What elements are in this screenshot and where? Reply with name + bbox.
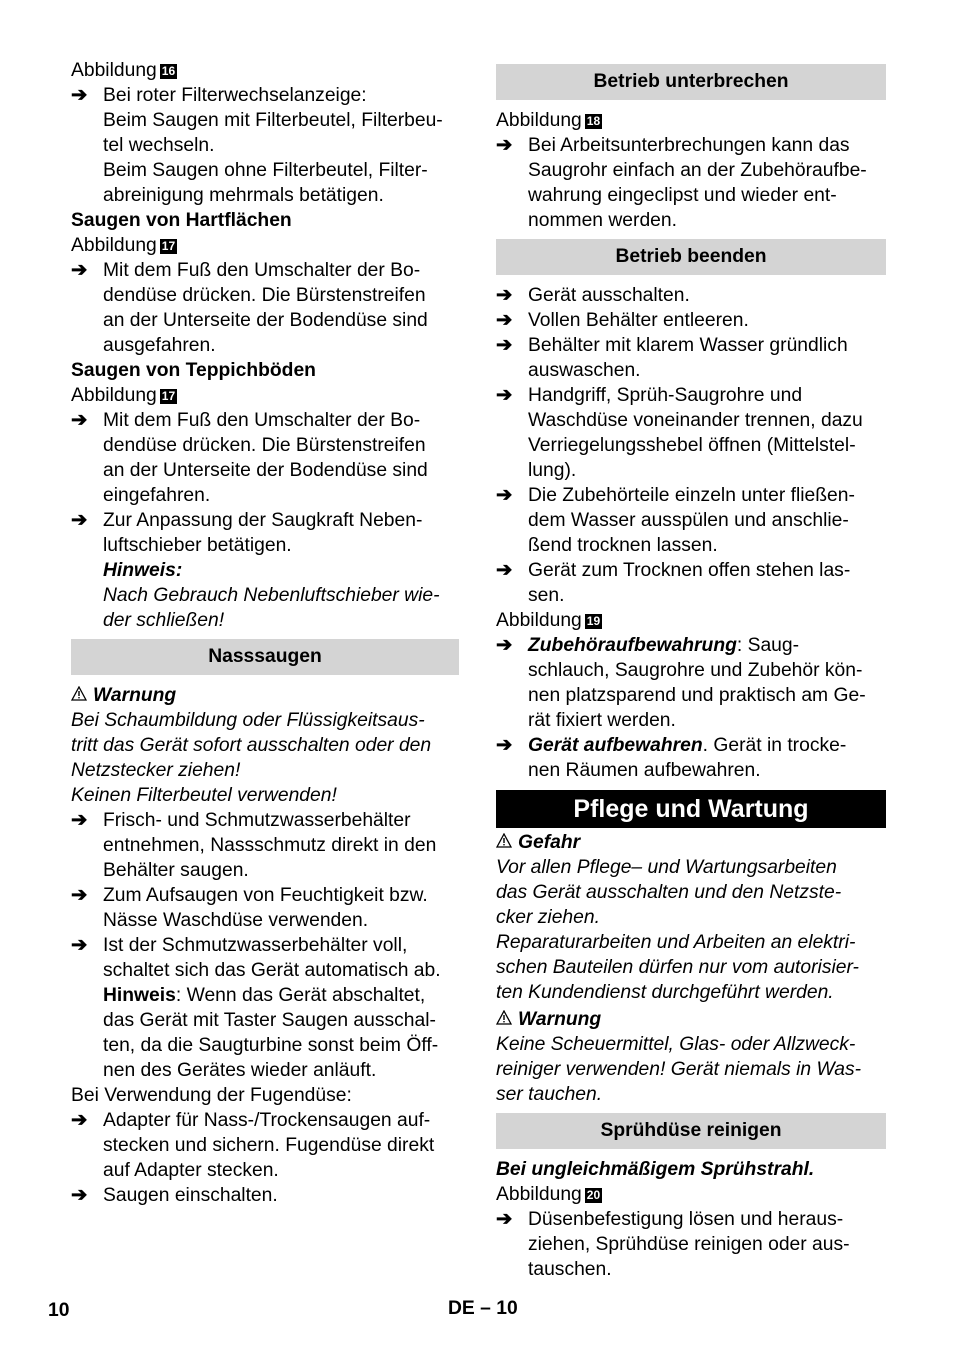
list-item (71, 933, 459, 1083)
arrow-right-icon: ➔ (496, 310, 513, 331)
list-item-text: auf Adapter stecken. (103, 1160, 279, 1181)
list-item-text: Frisch- und Schmutzwasserbehälter (103, 810, 411, 831)
figure-ref (496, 608, 886, 633)
list-item-text: nen des Gerätes wieder anläuft. (103, 1060, 377, 1081)
arrow-right-icon: ➔ (496, 560, 513, 581)
list-item (71, 1183, 459, 1208)
list-item-text: Mit dem Fuß den Umschalter der Bo- (103, 260, 421, 281)
section-heading: Sprühdüse reinigen (496, 1113, 886, 1149)
arrow-right-icon: ➔ (71, 810, 88, 831)
arrow-right-icon: ➔ (496, 1209, 513, 1230)
list-item (71, 258, 459, 358)
list-item-text: Gerät zum Trocknen offen stehen las- (528, 560, 851, 581)
list-item-text: Zur Anpassung der Saugkraft Neben- (103, 510, 423, 531)
warning-triangle-icon (496, 830, 518, 855)
note-text: der schließen! (103, 610, 225, 631)
danger-text: Reparaturarbeiten und Arbeiten an elektri- (496, 932, 856, 953)
list-item-text: Beim Saugen ohne Filterbeutel, Filter- (103, 160, 428, 181)
list-item-text: ten, da die Saugturbine sonst beim Öff- (103, 1035, 439, 1056)
list-item-text: ziehen, Sprühdüse reinigen oder aus- (528, 1234, 850, 1255)
list-item-text: entnehmen, Nassschmutz direkt in den (103, 835, 437, 856)
figure-label: Abbildung (496, 1184, 582, 1205)
danger-text: schen Bauteilen dürfen nur vom autorisier- (496, 957, 859, 978)
list-item-text: lung). (528, 460, 577, 481)
list-item-text: das Gerät mit Taster Saugen ausschal- (103, 1010, 436, 1031)
list-item-text: nen platzsparend und praktisch am Ge- (528, 685, 866, 706)
warning-title (496, 1007, 886, 1032)
footer-dash: – (480, 1298, 491, 1319)
figure-number: 19 (586, 614, 601, 628)
list-item-text (103, 983, 459, 1008)
warning-text: Bei Schaumbildung oder Flüssigkeitsaus- (71, 710, 425, 731)
list-item (71, 808, 459, 883)
list-item-text: Behälter mit klarem Wasser gründlich (528, 335, 848, 356)
list-item-text: Bei roter Filterwechselanzeige: (103, 85, 367, 106)
list-item-text: . Gerät in trocke- (702, 735, 847, 756)
figure-ref (496, 1182, 886, 1207)
list-item-text: Behälter saugen. (103, 860, 249, 881)
figure-label: Abbildung (496, 110, 582, 131)
warning-label: Warnung (518, 1009, 602, 1030)
note-title: Hinweis: (103, 560, 183, 581)
list-item-text: Die Zubehörteile einzeln unter fließen- (528, 485, 855, 506)
list-item-text: Ist der Schmutzwasserbehälter voll, (103, 935, 408, 956)
list-item (496, 333, 886, 383)
right-column (496, 64, 886, 1282)
list-item-text: Waschdüse voneinander trennen, dazu (528, 410, 863, 431)
list-item (496, 283, 886, 308)
arrow-right-icon: ➔ (71, 510, 88, 531)
warning-label: Warnung (93, 685, 177, 706)
arrow-right-icon: ➔ (71, 935, 88, 956)
list-item-text: schaltet sich das Gerät automatisch ab. (103, 960, 441, 981)
list-item-text: : Saug- (736, 635, 800, 656)
list-item-text: Verriegelungsshebel öffnen (Mittelstel- (528, 435, 856, 456)
danger-text: cker ziehen. (496, 907, 600, 928)
arrow-right-icon: ➔ (496, 385, 513, 406)
figure-label: Abbildung (496, 610, 582, 631)
list-item-text: Nässe Waschdüse verwenden. (103, 910, 369, 931)
figure-label: Abbildung (71, 385, 157, 406)
warning-text: ser tauchen. (496, 1084, 603, 1105)
list-item-text: ausgefahren. (103, 335, 216, 356)
arrow-right-icon: ➔ (496, 335, 513, 356)
list-item-text: sen. (528, 585, 565, 606)
list-item (496, 483, 886, 558)
list-item-text: Saugrohr einfach an der Zubehöraufbe- (528, 160, 867, 181)
arrow-right-icon: ➔ (71, 85, 88, 106)
list-item-text: an der Unterseite der Bodendüse sind (103, 460, 428, 481)
figure-ref (71, 58, 459, 83)
list-item-text: eingefahren. (103, 485, 211, 506)
arrow-right-icon: ➔ (496, 285, 513, 306)
warning-text: reiniger verwenden! Gerät niemals in Was- (496, 1059, 862, 1080)
list-item-text: Beim Saugen mit Filterbeutel, Filterbeu- (103, 110, 443, 131)
list-item-text: abreinigung mehrmals betätigen. (103, 185, 384, 206)
arrow-right-icon: ➔ (71, 260, 88, 281)
section-heading: Nasssaugen (71, 639, 459, 675)
paragraph: Bei Verwendung der Fugendüse: (71, 1085, 352, 1106)
list-item (71, 408, 459, 508)
list-item-text: nommen werden. (528, 210, 677, 231)
arrow-right-icon: ➔ (71, 410, 88, 431)
warning-text: Keinen Filterbeutel verwenden! (71, 785, 337, 806)
figure-ref (71, 233, 459, 258)
list-item-text: ßend trocknen lassen. (528, 535, 718, 556)
danger-text: Vor allen Pflege– und Wartungsarbeiten (496, 857, 837, 878)
list-item (71, 83, 459, 208)
list-item-text: tauschen. (528, 1259, 612, 1280)
figure-number: 18 (586, 114, 601, 128)
list-item-text: Saugen einschalten. (103, 1185, 278, 1206)
arrow-right-icon: ➔ (496, 135, 513, 156)
list-item-text: Düsenbefestigung lösen und heraus- (528, 1209, 844, 1230)
chapter-heading: Pflege und Wartung (496, 790, 886, 828)
warning-triangle-icon (496, 1007, 518, 1032)
list-item-text: schlauch, Saugrohre und Zubehör kön- (528, 660, 863, 681)
term-label: Gerät aufbewahren (528, 735, 703, 756)
list-item-text (528, 733, 886, 758)
list-item-text: Adapter für Nass-/Trockensaugen auf- (103, 1110, 431, 1131)
list-item (496, 558, 886, 608)
warning-text: tritt das Gerät sofort ausschalten oder den (71, 735, 432, 756)
note-text: Nach Gebrauch Nebenluftschieber wie- (103, 585, 440, 606)
warning-text: Netzstecker ziehen! (71, 760, 241, 781)
arrow-right-icon: ➔ (71, 1110, 88, 1131)
section-heading: Betrieb unterbrechen (496, 64, 886, 100)
arrow-right-icon: ➔ (71, 885, 88, 906)
list-item (71, 883, 459, 933)
danger-title (496, 830, 886, 855)
warning-triangle-icon (71, 683, 93, 708)
list-item (496, 383, 886, 483)
list-item-text: : Wenn das Gerät abschaltet, (175, 985, 426, 1006)
figure-ref (71, 383, 459, 408)
list-item-text: luftschieber betätigen. (103, 535, 292, 556)
danger-text: ten Kundendienst durchgeführt werden. (496, 982, 834, 1003)
list-item-text: dendüse drücken. Die Bürstenstreifen (103, 285, 426, 306)
subheading: Bei ungleichmäßigem Sprühstrahl. (496, 1159, 815, 1180)
warning-title (71, 683, 459, 708)
list-item-text: dendüse drücken. Die Bürstenstreifen (103, 435, 426, 456)
subheading: Saugen von Hartflächen (71, 210, 292, 231)
figure-number: 20 (586, 1188, 601, 1202)
subheading: Saugen von Teppichböden (71, 360, 316, 381)
danger-text: das Gerät ausschalten und den Netzste- (496, 882, 842, 903)
list-item-text: Mit dem Fuß den Umschalter der Bo- (103, 410, 421, 431)
list-item-text: an der Unterseite der Bodendüse sind (103, 310, 428, 331)
figure-number: 17 (161, 239, 176, 253)
list-item-text: auswaschen. (528, 360, 641, 381)
list-item-text: stecken und sichern. Fugendüse direkt (103, 1135, 435, 1156)
footer-page-number: 10 (496, 1298, 518, 1319)
list-item (71, 508, 459, 633)
warning-text: Keine Scheuermittel, Glas- oder Allzweck- (496, 1034, 856, 1055)
list-item-text: nen Räumen aufbewahren. (528, 760, 761, 781)
note-label: Hinweis (103, 985, 176, 1006)
list-item (496, 633, 886, 733)
list-item (496, 133, 886, 233)
page-footer (448, 1296, 518, 1321)
list-item-text (528, 633, 886, 658)
arrow-right-icon: ➔ (71, 1185, 88, 1206)
list-item-text: dem Wasser ausspülen und anschlie- (528, 510, 849, 531)
figure-label: Abbildung (71, 60, 157, 81)
list-item-text: Vollen Behälter entleeren. (528, 310, 749, 331)
arrow-right-icon: ➔ (496, 635, 513, 656)
list-item-text: Bei Arbeitsunterbrechungen kann das (528, 135, 850, 156)
figure-number: 17 (161, 389, 176, 403)
list-item-text: Zum Aufsaugen von Feuchtigkeit bzw. (103, 885, 428, 906)
left-column (71, 58, 459, 1208)
list-item-text: rät fixiert werden. (528, 710, 676, 731)
danger-label: Gefahr (518, 832, 581, 853)
list-item (496, 733, 886, 783)
arrow-right-icon: ➔ (496, 735, 513, 756)
arrow-right-icon: ➔ (496, 485, 513, 506)
figure-number: 16 (161, 64, 176, 78)
language-code: DE (448, 1298, 475, 1319)
page-number: 10 (48, 1300, 70, 1321)
list-item (71, 1108, 459, 1183)
figure-label: Abbildung (71, 235, 157, 256)
list-item-text: tel wechseln. (103, 135, 215, 156)
figure-ref (496, 108, 886, 133)
list-item-text: wahrung eingeclipst und wieder ent- (528, 185, 837, 206)
section-heading: Betrieb beenden (496, 239, 886, 275)
list-item (496, 1207, 886, 1282)
term-label: Zubehöraufbewahrung (528, 635, 737, 656)
list-item-text: Handgriff, Sprüh-Saugrohre und (528, 385, 803, 406)
list-item-text: Gerät ausschalten. (528, 285, 690, 306)
list-item (496, 308, 886, 333)
